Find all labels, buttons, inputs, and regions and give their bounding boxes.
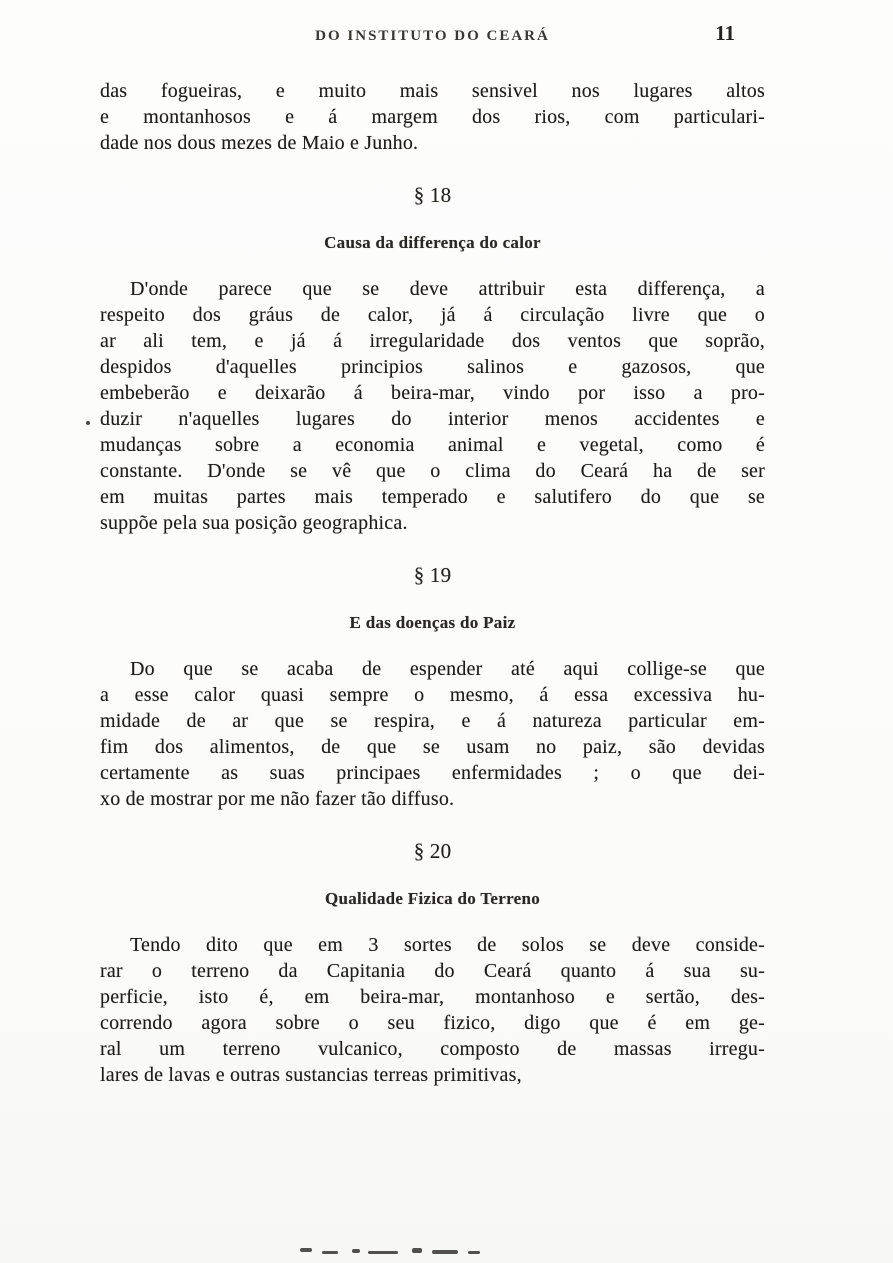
- text-line: lares de lavas e outras sustancias terreas primitivas,: [100, 1064, 522, 1086]
- text-line: despidos d'aquelles principios salinos e gazosos, que: [100, 356, 765, 378]
- text-line: respeito dos gráus de calor, já á circulação livre que o: [100, 304, 765, 326]
- text-line: embeberão e deixarão á beira-mar, vindo por isso a pro-: [100, 382, 765, 404]
- scan-artifact: [322, 1251, 338, 1254]
- scan-artifact: [412, 1248, 422, 1253]
- text-line: Tendo dito que em 3 sortes de solos se deve conside-: [130, 934, 765, 956]
- page-header: [100, 21, 765, 48]
- text-line: duzir n'aquelles lugares do interior menos accidentes e: [100, 408, 765, 430]
- text-line: perficie, isto é, em beira-mar, montanhoso e sertão, des-: [100, 986, 765, 1008]
- text-line: dade nos dous mezes de Maio e Junho.: [100, 132, 419, 154]
- paragraph: [100, 276, 765, 536]
- running-title: DO INSTITUTO DO CEARÁ: [315, 28, 550, 44]
- scan-artifact: [368, 1251, 398, 1254]
- text-line: em muitas partes mais temperado e salutifero do que se: [100, 486, 765, 508]
- page-body: [100, 78, 765, 1088]
- section-19: [100, 562, 765, 812]
- text-line: constante. D'onde se vê que o clima do Ceará ha de ser: [100, 460, 765, 482]
- paragraph: [100, 932, 765, 1088]
- section-title: Causa da differença do calor: [324, 233, 541, 252]
- text-line: ar ali tem, e já á irregularidade dos ventos que soprão,: [100, 330, 765, 352]
- text-line: fim dos alimentos, de que se usam no paiz, são devidas: [100, 736, 765, 758]
- paragraph-continuation: [100, 78, 765, 156]
- text-line: mudanças sobre a economia animal e vegetal, como é: [100, 434, 765, 456]
- page-number: 11: [715, 21, 735, 45]
- text-line: das fogueiras, e muito mais sensivel nos lugares altos: [100, 80, 765, 102]
- scan-artifact: [468, 1251, 480, 1254]
- scan-artifact: [300, 1248, 312, 1252]
- text-line: xo de mostrar por me não fazer tão diffuso.: [100, 788, 455, 810]
- text-line: midade de ar que se respira, e á natureza particular em-: [100, 710, 765, 732]
- text-line: D'onde parece que se deve attribuir esta differença, a: [130, 278, 765, 300]
- section-18: [100, 182, 765, 536]
- text-line: ral um terreno vulcanico, composto de massas irregu-: [100, 1038, 765, 1060]
- section-20: [100, 838, 765, 1088]
- paragraph: [100, 656, 765, 812]
- section-mark: § 18: [413, 183, 452, 207]
- text-line: certamente as suas principaes enfermidades ; o que dei-: [100, 762, 765, 784]
- text-line: suppõe pela sua posição geographica.: [100, 512, 408, 534]
- scan-artifact: [432, 1250, 458, 1254]
- section-title: Qualidade Fizica do Terreno: [324, 889, 541, 908]
- text-line: e montanhosos e á margem dos rios, com particulari-: [100, 106, 765, 128]
- section-mark: § 20: [413, 839, 452, 863]
- text-line: rar o terreno da Capitania do Ceará quanto á sua su-: [100, 960, 765, 982]
- section-title: E das doenças do Paiz: [349, 613, 516, 632]
- scan-artifact: [352, 1249, 360, 1253]
- scan-artifact: [86, 421, 90, 425]
- text-line: a esse calor quasi sempre o mesmo, á essa excessiva hu-: [100, 684, 765, 706]
- section-mark: § 19: [413, 563, 452, 587]
- text-line: correndo agora sobre o seu fizico, digo que é em ge-: [100, 1012, 765, 1034]
- text-line: Do que se acaba de espender até aqui collige-se que: [130, 658, 765, 680]
